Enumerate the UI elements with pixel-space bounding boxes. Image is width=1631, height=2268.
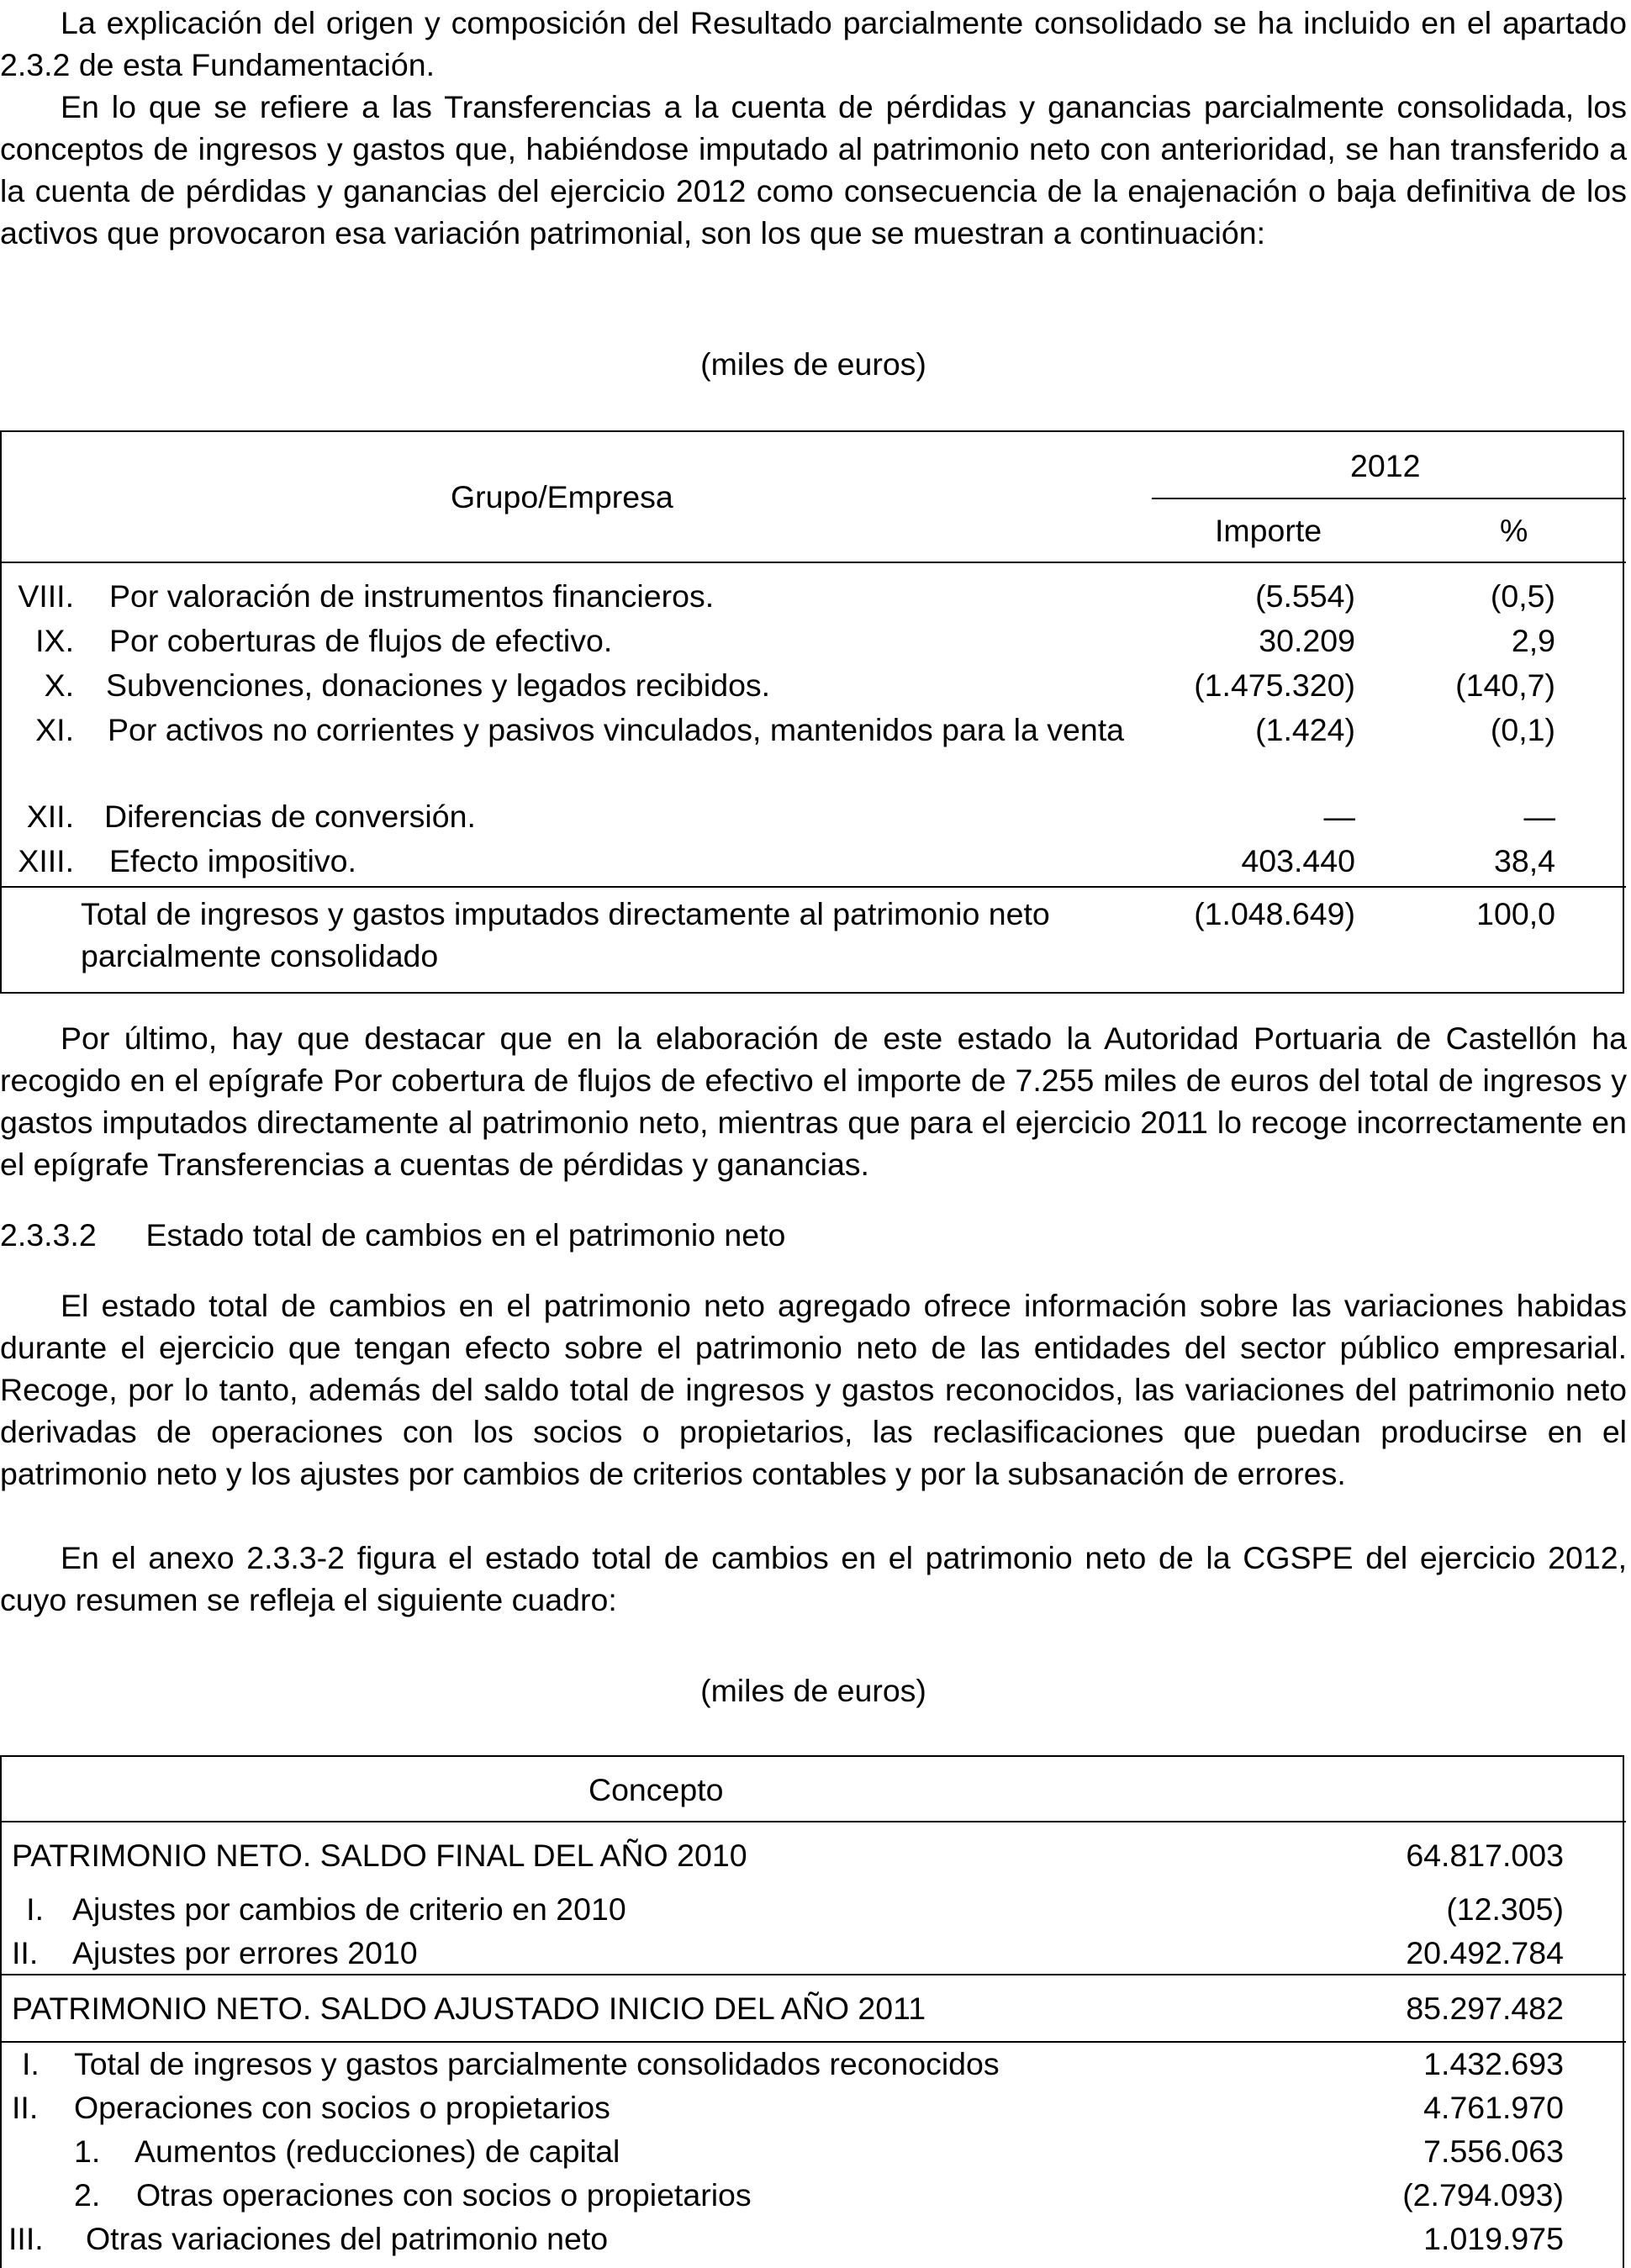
row-number: XI. <box>35 712 74 747</box>
row-percent: (0,1) <box>1490 712 1555 747</box>
row-value: 7.556.063 <box>1423 2134 1564 2169</box>
row-importe: 403.440 <box>1241 843 1355 878</box>
row-percent: 38,4 <box>1494 843 1555 878</box>
row-importe: 30.209 <box>1259 623 1355 658</box>
total-label: Total de ingresos y gastos imputados directamente al patrimonio neto parcialmente consolidado <box>81 896 1050 973</box>
row-number: VIII. <box>18 578 74 614</box>
header-concepto: Concepto <box>589 1772 724 1807</box>
row-label: Ajustes por errores 2010 <box>72 1935 418 1970</box>
row-label: Por activos no corrientes y pasivos vinculados, mantenidos para la venta <box>108 712 1124 747</box>
row-label: Otras operaciones con socios o propietarios <box>136 2177 752 2213</box>
table-transferencias <box>0 430 1624 994</box>
row-number: II. <box>12 2090 39 2125</box>
row-percent: — <box>1523 799 1555 834</box>
header-grupo-empresa: Grupo/Empresa <box>451 479 673 514</box>
row-percent: 2,9 <box>1511 623 1555 658</box>
row-label: Subvenciones, donaciones y legados recibidos. <box>106 667 771 703</box>
row-label: Ajustes por cambios de criterio en 2010 <box>72 1891 626 1927</box>
row-number: III. <box>8 2221 44 2256</box>
header-divider <box>1152 498 1626 499</box>
row-value: 4.761.970 <box>1423 2090 1564 2125</box>
paragraph-autoridad-portuaria: Por último, hay que destacar que en la elaboración de este estado la Autoridad Portuaria de Castellón ha recogido en el epígrafe Por cobertura de flujos de efectivo el importe de 7.255 miles de euros del total de ingresos y gastos imputados directamente al patrimonio neto, mientras que para el ejercicio 2011 lo recoge incorrectamente en el epígrafe Transferencias a cuentas de pérdidas y ganancias. <box>0 1021 1627 1182</box>
row-percent: (140,7) <box>1455 667 1555 703</box>
row-label: Aumentos (reducciones) de capital <box>135 2134 620 2169</box>
row-number: XII. <box>26 799 74 834</box>
header-year: 2012 <box>1350 448 1421 483</box>
row-importe: — <box>1323 799 1355 834</box>
row-importe: (5.554) <box>1255 578 1355 614</box>
row-value: (12.305) <box>1446 1891 1564 1927</box>
row-number: I. <box>22 2046 40 2081</box>
row-importe: (1.424) <box>1255 712 1355 747</box>
row-value: 1.432.693 <box>1423 2046 1564 2081</box>
row-number: I. <box>26 1891 44 1927</box>
row-number: 2. <box>74 2177 101 2213</box>
row-label: Otras variaciones del patrimonio neto <box>86 2221 609 2256</box>
section-number: 2.3.3.2 <box>0 1217 97 1253</box>
row-percent: (0,5) <box>1490 578 1555 614</box>
row-number: X. <box>44 667 74 703</box>
saldo-2010-value: 64.817.003 <box>1406 1838 1564 1873</box>
row-label: Operaciones con socios o propietarios <box>74 2090 610 2125</box>
row-label: Por coberturas de flujos de efectivo. <box>109 623 613 658</box>
row-value: 1.019.975 <box>1423 2221 1564 2256</box>
saldo-2010-label: PATRIMONIO NETO. SALDO FINAL DEL AÑO 2010 <box>12 1838 747 1873</box>
section-heading <box>0 1214 785 1256</box>
row-importe: (1.475.320) <box>1194 667 1355 703</box>
row-label: Total de ingresos y gastos parcialmente consolidados reconocidos <box>74 2046 1000 2081</box>
saldo-2011-value: 85.297.482 <box>1406 1991 1564 2026</box>
row-number: IX. <box>35 623 74 658</box>
paragraph-anexo: En el anexo 2.3.3-2 figura el estado total de cambios en el patrimonio neto de la CGSPE del ejercicio 2012, cuyo resumen se refleja el siguiente cuadro: <box>0 1540 1627 1617</box>
row-value: 20.492.784 <box>1406 1935 1564 1970</box>
row-number: XIII. <box>18 843 74 878</box>
table2-caption: (miles de euros) <box>700 1673 926 1708</box>
header-percent: % <box>1500 513 1528 548</box>
header-importe: Importe <box>1215 513 1322 548</box>
row-number: 1. <box>74 2134 101 2169</box>
row-label: Diferencias de conversión. <box>104 799 476 834</box>
header-bottom-rule <box>2 562 1626 563</box>
total-importe: (1.048.649) <box>1194 896 1355 931</box>
saldo-2011-label: PATRIMONIO NETO. SALDO AJUSTADO INICIO DEL AÑO 2011 <box>12 1991 926 2026</box>
saldo-2011-top-rule <box>2 1974 1626 1975</box>
row-value: (2.794.093) <box>1402 2177 1564 2213</box>
table-cambios-patrimonio <box>0 1755 1624 2268</box>
section-title: Estado total de cambios en el patrimonio neto <box>145 1217 786 1253</box>
paragraph-estado-total: El estado total de cambios en el patrimonio neto agregado ofrece información sobre las variaciones habidas durante el ejercicio que tengan efecto sobre el patrimonio neto de las entidades del sector público empresarial. Recoge, por lo tanto, además del saldo total de ingresos y gastos reconocidos, las variaciones del patrimonio neto derivadas de operaciones con los socios o propietarios, las reclasificaciones que puedan producirse en el patrimonio neto y los ajustes por cambios de criterios contables y por la subsanación de errores. <box>0 1288 1627 1491</box>
header-bottom-rule <box>2 1821 1626 1822</box>
table1-caption: (miles de euros) <box>700 346 926 382</box>
paragraph-transferencias: En lo que se refiere a las Transferencias a la cuenta de pérdidas y ganancias parcialmente consolidada, los conceptos de ingresos y gastos que, habiéndose imputado al patrimonio neto con anterioridad, se han transferido a la cuenta de pérdidas y ganancias del ejercicio 2012 como consecuencia de la enajenación o baja definitiva de los activos que provocaron esa variación patrimonial, son los que se muestran a continuación: <box>0 89 1627 251</box>
total-top-rule <box>2 886 1626 888</box>
row-label: Efecto impositivo. <box>109 843 356 878</box>
row-label: Por valoración de instrumentos financieros. <box>109 578 715 614</box>
total-percent: 100,0 <box>1476 896 1555 931</box>
paragraph-resultado: La explicación del origen y composición del Resultado parcialmente consolidado se ha incluido en el apartado 2.3.2 de esta Fundamentación. <box>0 5 1627 82</box>
row-number: II. <box>12 1935 39 1970</box>
